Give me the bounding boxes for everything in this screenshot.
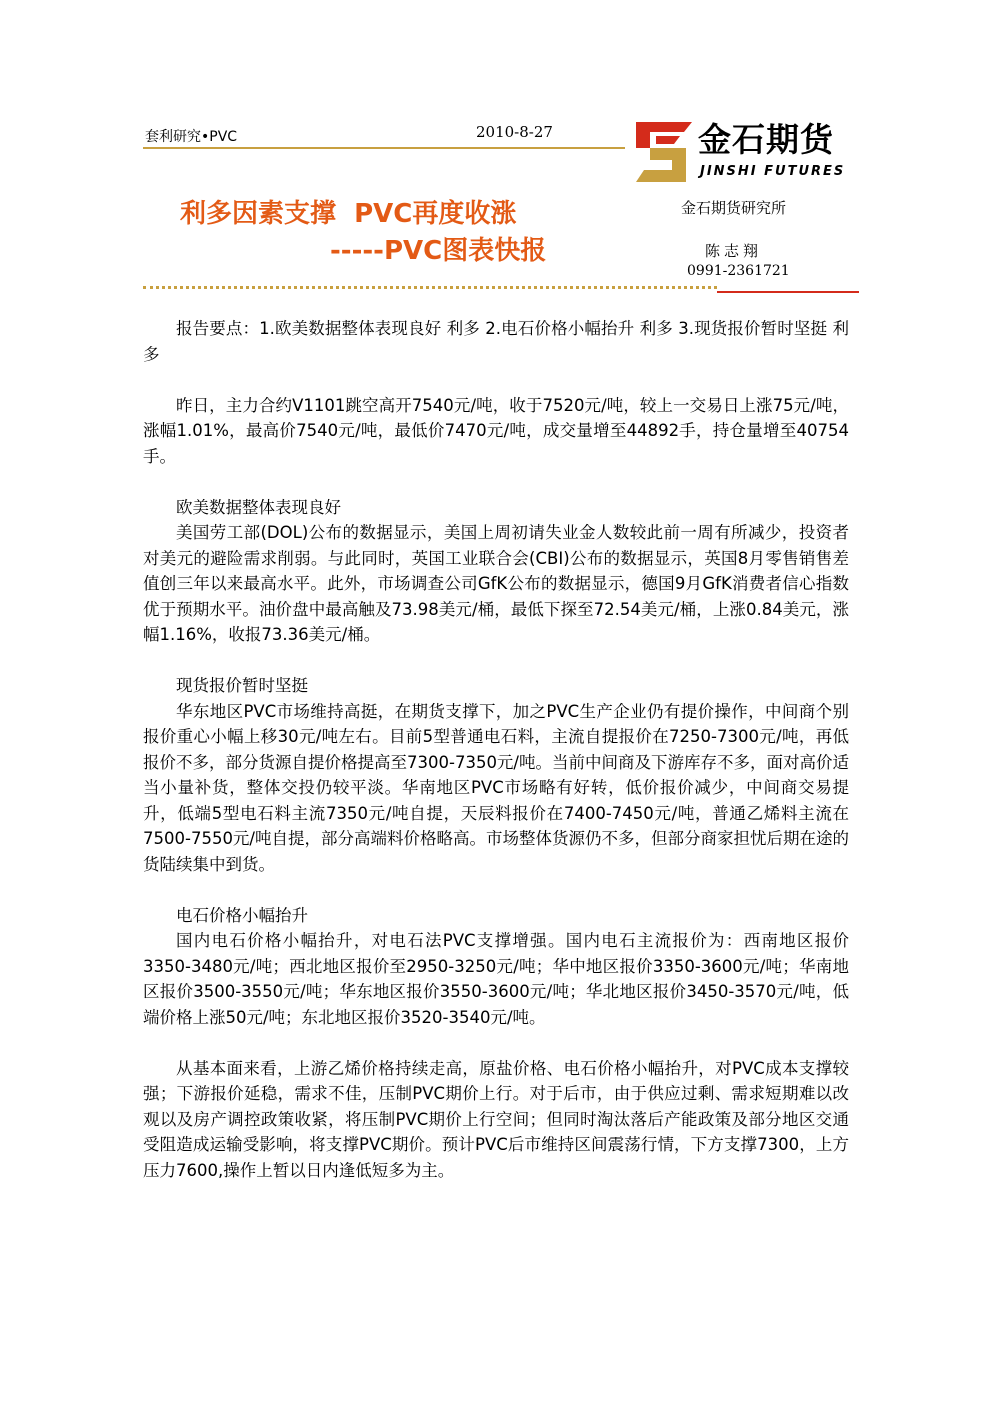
report-date: 2010-8-27 <box>476 123 553 141</box>
logo-chinese-name: 金石期货 <box>698 120 834 159</box>
institute-name: 金石期货研究所 <box>681 199 787 217</box>
author-phone: 0991-2361721 <box>687 263 790 279</box>
section-paragraph: 国内电石价格小幅抬升，对电石法PVC支撑增强。国内电石主流报价为：西南地区报价3350-3480元/吨；西北地区报价至2950-3250元/吨；华中地区报价3350-3600元/吨；华南地区报价3500-3550元/吨；华东地区报价3550-3600元/吨；华北地区报价3450-3570元/吨，低端价格上涨50元/吨；东北地区报价3520-3540元/吨。 <box>143 931 849 1027</box>
summary-paragraph: 报告要点：1.欧美数据整体表现良好 利多 2.电石价格小幅抬升 利多 3.现货报价暂时坚挺 利多 <box>143 319 849 364</box>
section-heading: 电石价格小幅抬升 <box>176 905 308 925</box>
section-paragraph: 华东地区PVC市场维持高挺，在期货支撑下，加之PVC生产企业仍有提价操作，中间商个别报价重心小幅上移30元/吨左右。目前5型普通电石料，主流自提报价在7250-7300元/吨，再低报价不多，部分货源自提价格提高至7300-7350元/吨。当前中间商及下游库存不多，面对高价适当小量补货，整体交投仍较平淡。华南地区PVC市场略有好转，低价报价减少，中间商交易提升，低端5型电石料主流7350元/吨自提，天辰料报价在7400-7450元/吨，普通乙烯料主流在7500-7550元/吨自提，部分高端料价格略高。市场整体货源仍不多，但部分商家担忧后期在途的货陆续集中到货。 <box>143 701 849 874</box>
section-heading: 现货报价暂时坚挺 <box>176 676 308 695</box>
author-name: 陈志翔 <box>705 242 763 260</box>
report-subtitle: -----PVC图表快报 <box>330 236 547 266</box>
conclusion-paragraph: 从基本面来看，上游乙烯价格持续走高，原盐价格、电石价格小幅抬升，对PVC成本支撑较强；下游报价延稳，需求不佳，压制PVC期价上行。对于后市，由于供应过剩、需求短期难以改观以及房产调控政策收紧，将压制PVC期价上行空间；但同时淘汰落后产能政策及部分地区交通受阻造成运输受影响，将支撑PVC期价。预计PVC后市维持区间震荡行情，下方支撑7300，上方压力7600,操作上暂以日内逢低短多为主。 <box>143 1058 849 1180</box>
logo-mark-icon <box>636 122 692 182</box>
section-heading: 欧美数据整体表现良好 <box>176 497 341 517</box>
header-rule <box>143 147 625 149</box>
section-paragraph: 美国劳工部(DOL)公布的数据显示，美国上周初请失业金人数较此前一周有所减少，投资者对美元的避险需求削弱。与此同时，英国工业联合会(CBI)公布的数据显示，英国8月零售销售差值创三年以来最高水平。此外，市场调查公司GfK公布的数据显示，德国9月GfK消费者信心指数优于预期水平。油价盘中最高触及73.98美元/桶，最低下探至72.54美元/桶，上涨0.84美元，涨幅1.16%，收报73.36美元/桶。 <box>143 523 849 644</box>
red-divider <box>717 291 859 293</box>
dotted-divider <box>143 286 717 289</box>
logo-english-name: JINSHI FUTURES <box>700 164 846 179</box>
market-paragraph: 昨日，主力合约V1101跳空高开7540元/吨，收于7520元/吨，较上一交易日上涨75元/吨，涨幅1.01%，最高价7540元/吨，最低价7470元/吨，成交量增至44892手，持仓量增至40754手。 <box>143 395 849 466</box>
company-logo <box>636 120 846 184</box>
report-category: 套利研究•PVC <box>145 129 238 145</box>
report-title: 利多因素支撑 PVC再度收涨 <box>180 199 517 229</box>
report-body <box>143 316 849 1183</box>
